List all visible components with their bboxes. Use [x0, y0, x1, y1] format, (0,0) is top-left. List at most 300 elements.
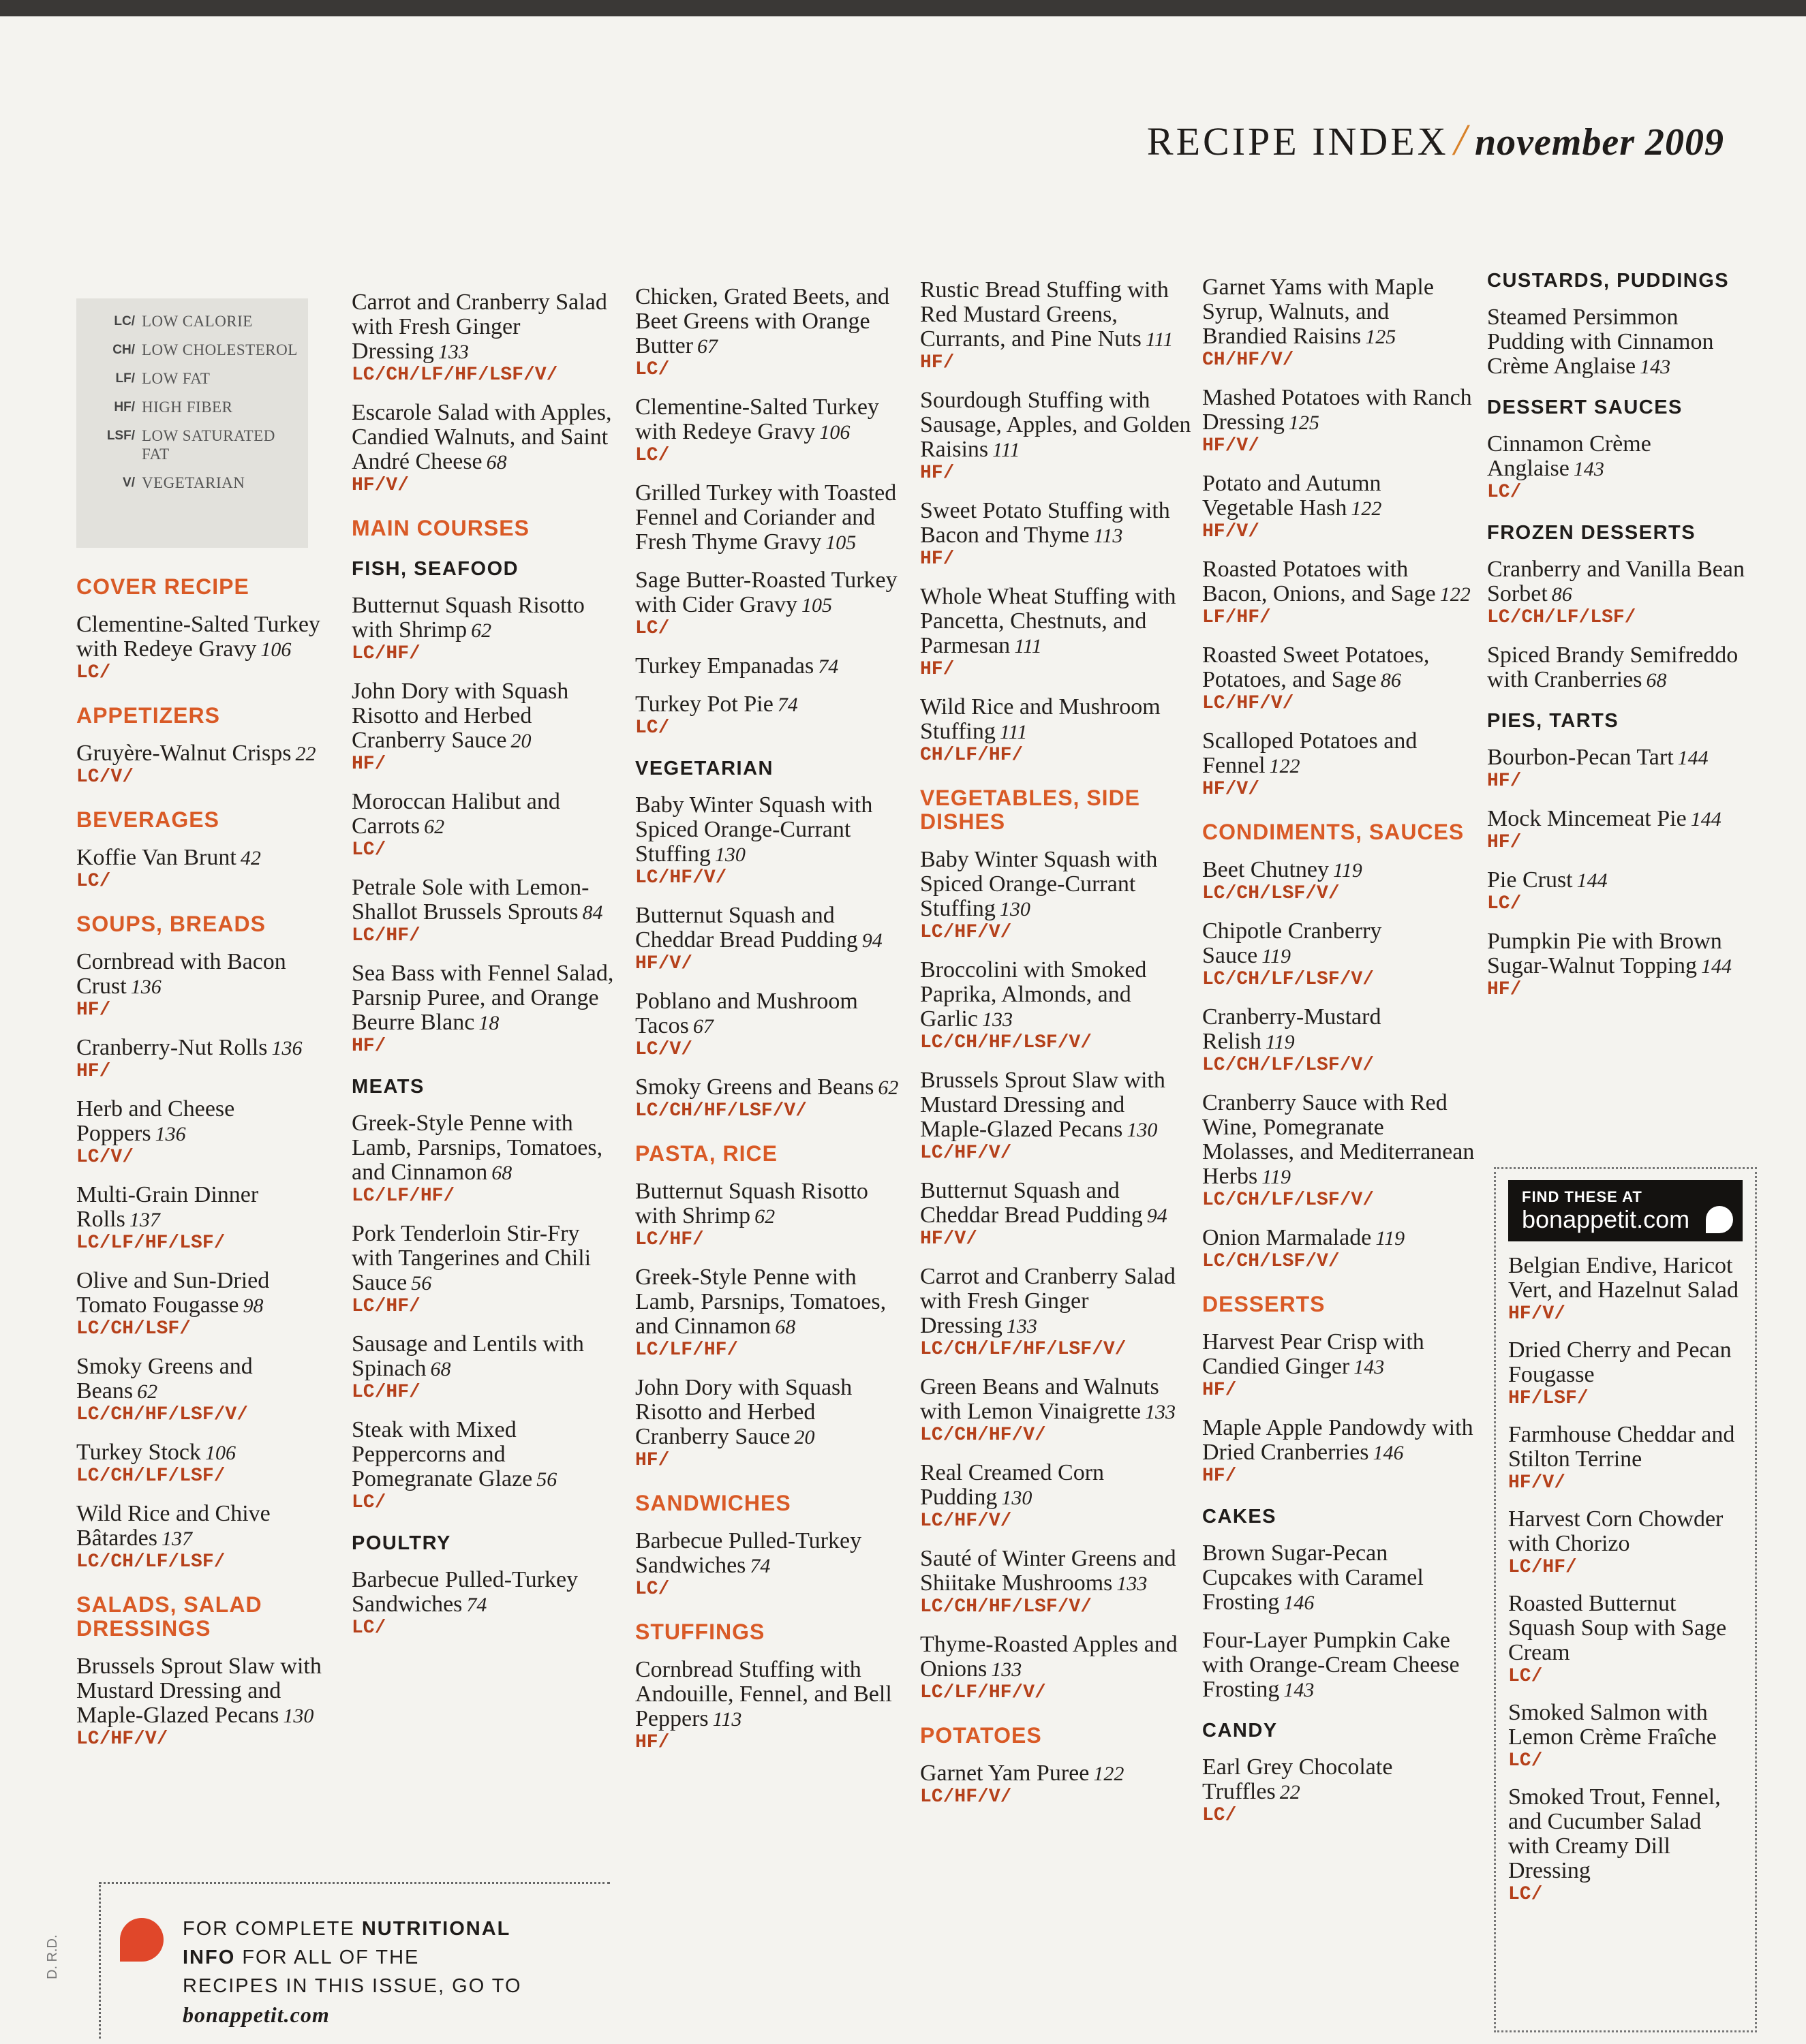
recipe-name: Garnet Yam Puree: [920, 1761, 1090, 1786]
recipe-name: Sausage and Lentils with Spinach: [352, 1331, 584, 1381]
recipe-name: Harvest Pear Crisp with Candied Ginger: [1202, 1329, 1424, 1379]
page-number: 136: [130, 976, 162, 998]
page-number: 130: [999, 898, 1030, 920]
recipe-name: Real Creamed Corn Pudding: [920, 1460, 1105, 1510]
recipe-name: Harvest Corn Chowder with Chorizo: [1508, 1506, 1724, 1556]
online-recipe-entry: [1508, 1423, 1743, 1495]
nutrition-bold-text: NUTRITIONAL: [361, 1918, 511, 1940]
nutrition-tags: LC/: [635, 1579, 670, 1600]
nutrition-tags: HF/: [76, 1061, 111, 1082]
recipe-entry: [76, 1097, 322, 1169]
recipe-entry: [76, 1269, 322, 1341]
page-top-edge: [0, 0, 1806, 16]
page-number: 106: [204, 1442, 236, 1464]
recipe-entry: [1202, 1005, 1475, 1077]
recipe-name: Wild Rice and Chive Bâtardes: [76, 1501, 271, 1551]
nutrition-tags: LC/: [1202, 1805, 1237, 1826]
recipe-name: Sage Butter-Roasted Turkey with Cider Gravy: [635, 568, 898, 617]
page-number: 62: [137, 1380, 158, 1403]
nutrition-tags: LC/CH/LF/LSF/V/: [1202, 1190, 1375, 1211]
recipe-entry: [76, 741, 322, 789]
recipe-entry: [1202, 557, 1475, 630]
page-number: 106: [819, 421, 851, 444]
index-title: RECIPE INDEX: [1146, 119, 1449, 164]
recipe-entry: [920, 1761, 1193, 1809]
recipe-name: Barbecue Pulled-Turkey Sandwiches: [635, 1528, 862, 1578]
section-heading: BEVERAGES: [76, 807, 219, 832]
recipe-entry: [920, 848, 1193, 944]
index-column-3: [635, 285, 908, 1754]
recipe-entry: [635, 1179, 908, 1252]
recipe-entry: [76, 613, 322, 685]
online-recipes-box: [1494, 1167, 1757, 2032]
nutrition-tags: HF/: [635, 1450, 670, 1471]
recipe-entry: [635, 989, 908, 1062]
recipe-entry: [76, 1502, 322, 1574]
recipe-name: Cinnamon Crème Anglaise: [1487, 431, 1651, 481]
recipe-entry: [1487, 807, 1760, 854]
recipe-entry: [920, 1068, 1193, 1165]
page-number: 22: [1279, 1781, 1300, 1803]
recipe-name: Roasted Sweet Potatoes, Potatoes, and Sage: [1202, 642, 1430, 692]
nutrition-tags: LC/HF/V/: [76, 1729, 168, 1750]
recipe-entry: [1202, 275, 1475, 372]
recipe-entry: [76, 1036, 322, 1083]
section-heading: COVER RECIPE: [76, 574, 249, 599]
recipe-name: Cranberry Sauce with Red Wine, Pomegranate Molasses, and Mediterranean Herbs: [1202, 1090, 1475, 1189]
page-number: 113: [712, 1708, 742, 1731]
recipe-name: Steak with Mixed Peppercorns and Pomegranate Glaze: [352, 1417, 533, 1491]
nutrition-tags: LC/V/: [76, 766, 134, 788]
recipe-name: Brown Sugar-Pecan Cupcakes with Caramel Frosting: [1202, 1540, 1424, 1615]
issue-month: november 2009: [1474, 121, 1724, 164]
recipe-name: Mashed Potatoes with Ranch Dressing: [1202, 385, 1472, 435]
recipe-entry: [1487, 305, 1760, 379]
page-number: 130: [1001, 1487, 1032, 1509]
nutrition-tags: LC/CH/LF/LSF/V/: [1202, 969, 1375, 990]
nutrition-tags: CH/HF/V/: [1202, 350, 1294, 371]
nutrition-tags: HF/: [352, 754, 386, 775]
recipe-entry: [1202, 919, 1475, 991]
recipe-name: Whole Wheat Stuffing with Pancetta, Chestnuts, and Parmesan: [920, 584, 1176, 658]
page-number: 84: [582, 901, 603, 924]
recipe-entry: [635, 481, 908, 555]
index-column-4: [920, 278, 1193, 1809]
online-header-small: FIND THESE AT: [1522, 1188, 1642, 1205]
page-number: 144: [1576, 869, 1608, 892]
recipe-name: Wild Rice and Mushroom Stuffing: [920, 694, 1161, 744]
nutrition-text: FOR COMPLETE: [183, 1918, 362, 1940]
nutrition-legend: [76, 298, 308, 548]
legend-row: [86, 312, 301, 330]
nutrition-tags: LC/: [352, 1492, 386, 1513]
online-recipe-entry: [1508, 1785, 1743, 1906]
recipe-name: Four-Layer Pumpkin Cake with Orange-Cream Cheese Frosting: [1202, 1628, 1460, 1702]
page-number: 133: [438, 341, 469, 363]
nutrition-tags: HF/: [920, 659, 955, 680]
recipe-name: Chipotle Cranberry Sauce: [1202, 918, 1382, 968]
recipe-name: Broccolini with Smoked Paprika, Almonds, and Garlic: [920, 957, 1147, 1032]
nutrition-tags: LC/CH/LSF/: [76, 1318, 192, 1340]
recipe-entry: [352, 876, 624, 948]
legend-row: [86, 427, 301, 463]
recipe-name: Smoked Trout, Fennel, and Cucumber Salad with Creamy Dill Dressing: [1508, 1784, 1721, 1883]
nutrition-tags: LC/: [635, 717, 670, 739]
nutrition-tags: HF/V/: [920, 1228, 978, 1250]
page-number: 143: [1573, 458, 1604, 480]
recipe-name: Steamed Persimmon Pudding with Cinnamon Crème Anglaise: [1487, 305, 1714, 379]
subsection-heading: FISH, SEAFOOD: [352, 558, 519, 580]
page-number: 68: [775, 1316, 796, 1338]
recipe-entry: [352, 1222, 624, 1318]
recipe-entry: [352, 790, 624, 862]
nutrition-tags: LC/CH/LF/LSF/: [1487, 607, 1636, 628]
recipe-name: Smoked Salmon with Lemon Crème Fraîche: [1508, 1700, 1717, 1750]
recipe-name: Escarole Salad with Apples, Candied Walnuts, and Saint André Cheese: [352, 400, 612, 474]
recipe-name: Sweet Potato Stuffing with Bacon and Thyme: [920, 498, 1170, 548]
recipe-name: Butternut Squash Risotto with Shrimp: [635, 1179, 868, 1228]
section-heading: POTATOES: [920, 1723, 1042, 1748]
page-number: 125: [1288, 412, 1319, 434]
recipe-name: Potato and Autumn Vegetable Hash: [1202, 471, 1381, 521]
page-number: 130: [714, 843, 746, 866]
page-header: [1147, 114, 1724, 166]
page-number: 68: [486, 451, 507, 474]
recipe-name: Roasted Butternut Squash Soup with Sage Cream: [1508, 1591, 1727, 1665]
recipe-name: Scalloped Potatoes and Fennel: [1202, 728, 1418, 778]
recipe-entry: [635, 285, 908, 382]
recipe-entry: [635, 1075, 908, 1123]
page-number: 105: [825, 531, 857, 554]
nutrition-tags: HF/V/: [1202, 435, 1260, 456]
page-number: 130: [283, 1705, 314, 1727]
recipe-name: Pie Crust: [1487, 867, 1573, 893]
recipe-name: Greek-Style Penne with Lamb, Parsnips, Tomatoes, and Cinnamon: [352, 1111, 603, 1185]
recipe-entry: [352, 593, 624, 666]
recipe-entry: [1202, 471, 1475, 544]
recipe-name: Smoky Greens and Beans: [635, 1074, 874, 1100]
nutrition-tags: HF/V/: [1508, 1303, 1566, 1325]
legend-code: LF/: [115, 371, 135, 386]
page-number: 119: [1333, 859, 1362, 882]
recipe-name: Green Beans and Walnuts with Lemon Vinaigrette: [920, 1374, 1159, 1424]
recipe-entry: [76, 1654, 322, 1751]
section-heading: SOUPS, BREADS: [76, 912, 266, 936]
nutrition-tags: LC/CH/LSF/V/: [1202, 883, 1340, 904]
nutrition-tags: HF/: [1487, 979, 1522, 1000]
nutrition-tags: HF/: [920, 352, 955, 373]
recipe-name: Gruyère-Walnut Crisps: [76, 741, 292, 766]
nutrition-tags: LC/: [1487, 482, 1522, 503]
page-number: 133: [1006, 1315, 1037, 1337]
recipe-entry: [76, 1354, 322, 1427]
page-number: 111: [992, 439, 1020, 461]
page-number: 62: [424, 816, 445, 838]
recipe-name: Farmhouse Cheddar and Stilton Terrine: [1508, 1422, 1735, 1472]
nutrition-tags: LC/LF/HF/LSF/: [76, 1233, 226, 1254]
recipe-name: Rustic Bread Stuffing with Red Mustard Greens, Currants, and Pine Nuts: [920, 277, 1169, 352]
recipe-name: Olive and Sun-Dried Tomato Fougasse: [76, 1268, 270, 1318]
page-number: 68: [430, 1358, 451, 1380]
subsection-heading: CUSTARDS, PUDDINGS: [1487, 270, 1730, 292]
nutrition-tags: HF/LSF/: [1508, 1388, 1589, 1409]
recipe-entry: [920, 585, 1193, 681]
page-number: 94: [861, 929, 883, 952]
recipe-entry: [352, 1332, 624, 1404]
recipe-name: Beet Chutney: [1202, 857, 1330, 882]
page-number: 56: [411, 1272, 432, 1295]
recipe-name: Onion Marmalade: [1202, 1225, 1372, 1250]
page-number: 136: [271, 1037, 303, 1059]
recipe-entry: [635, 1529, 908, 1601]
recipe-name: Earl Grey Chocolate Truffles: [1202, 1754, 1393, 1804]
recipe-name: Sauté of Winter Greens and Shiitake Mushrooms: [920, 1546, 1176, 1596]
recipe-entry: [1202, 1330, 1475, 1402]
page-number: 68: [1646, 669, 1667, 692]
subsection-heading: MEATS: [352, 1076, 425, 1098]
legend-label: LOW CALORIE: [142, 313, 253, 330]
recipe-name: Brussels Sprout Slaw with Mustard Dressing and Maple-Glazed Pecans: [76, 1654, 322, 1728]
page-number: 122: [1439, 583, 1471, 606]
recipe-entry: [1487, 557, 1760, 630]
nutrition-tags: LC/HF/V/: [635, 867, 727, 888]
page-number: 67: [692, 1015, 714, 1038]
nutrition-tags: HF/: [1202, 1380, 1237, 1401]
page-number: 146: [1283, 1592, 1315, 1614]
recipe-name: Baby Winter Squash with Spiced Orange-Currant Stuffing: [635, 792, 873, 867]
nutrition-url-link[interactable]: bonappetit.com: [183, 2002, 330, 2027]
recipe-entry: [635, 1658, 908, 1754]
recipe-entry: [352, 961, 624, 1058]
page-number: 144: [1690, 808, 1721, 831]
recipe-entry: [920, 1632, 1193, 1705]
recipe-entry: [920, 1375, 1193, 1447]
recipe-name: Smoky Greens and Beans: [76, 1354, 253, 1404]
nutrition-tags: LC/HF/V/: [920, 1143, 1012, 1164]
nutrition-tags: CH/LF/HF/: [920, 745, 1024, 766]
nutrition-tags: LC/: [1508, 1884, 1543, 1905]
recipe-entry: [920, 1461, 1193, 1533]
page-number: 62: [878, 1077, 899, 1099]
recipe-name: Turkey Empanadas: [635, 653, 814, 679]
recipe-name: Cranberry-Nut Rolls: [76, 1035, 268, 1060]
section-heading: SALADS, SALAD DRESSINGS: [76, 1592, 262, 1641]
recipe-entry: [635, 903, 908, 976]
recipe-name: Dried Cherry and Pecan Fougasse: [1508, 1337, 1732, 1387]
recipe-name: Spiced Brandy Semifreddo with Cranberries: [1487, 642, 1739, 692]
nutrition-tags: LC/HF/: [352, 1296, 420, 1317]
subsection-heading: POULTRY: [352, 1532, 451, 1554]
recipe-name: Greek-Style Penne with Lamb, Parsnips, Tomatoes, and Cinnamon: [635, 1265, 887, 1339]
page-number: 74: [777, 694, 798, 716]
nutrition-tags: LC/HF/V/: [920, 1786, 1012, 1808]
page-number: 143: [1283, 1679, 1315, 1701]
recipe-name: Petrale Sole with Lemon-Shallot Brussels Sprouts: [352, 875, 590, 925]
section-heading: SANDWICHES: [635, 1491, 791, 1515]
page-number: 137: [129, 1209, 160, 1231]
page-number: 146: [1373, 1442, 1404, 1464]
page-number: 105: [801, 594, 832, 617]
nutrition-tags: LC/HF/: [635, 1229, 704, 1250]
recipe-name: Baby Winter Squash with Spiced Orange-Currant Stuffing: [920, 847, 1158, 921]
subsection-heading: FROZEN DESSERTS: [1487, 522, 1696, 544]
recipe-name: Cornbread Stuffing with Andouille, Fennel, and Bell Peppers: [635, 1657, 892, 1731]
page-number: 74: [818, 655, 839, 678]
recipe-entry: [1487, 929, 1760, 1002]
nutrition-tags: HF/: [76, 1000, 111, 1021]
nutrition-tags: HF/V/: [635, 953, 693, 974]
nutrition-info-note: [99, 1882, 610, 2039]
recipe-name: Maple Apple Pandowdy with Dried Cranberries: [1202, 1415, 1473, 1465]
page-number: 133: [991, 1658, 1022, 1681]
legend-label: HIGH FIBER: [142, 399, 233, 416]
recipe-entry: [352, 1568, 624, 1640]
page-number: 74: [750, 1555, 771, 1577]
recipe-name: Butternut Squash Risotto with Shrimp: [352, 593, 585, 642]
nutrition-tags: LC/CH/HF/LSF/V/: [920, 1032, 1092, 1053]
recipe-entry: [635, 692, 908, 740]
nutrition-tags: HF/: [1487, 832, 1522, 853]
page-number: 111: [1014, 635, 1042, 657]
recipe-name: Chicken, Grated Beets, and Beet Greens with Orange Butter: [635, 284, 889, 358]
nutrition-tags: HF/: [1487, 771, 1522, 792]
recipe-entry: [1202, 1416, 1475, 1488]
recipe-entry: [1487, 868, 1760, 916]
recipe-entry: [635, 395, 908, 467]
recipe-entry: [635, 793, 908, 890]
recipe-name: Poblano and Mushroom Tacos: [635, 989, 858, 1038]
section-heading: VEGETABLES, SIDE DISHES: [920, 786, 1141, 834]
index-column-5: [1202, 275, 1475, 1827]
page-number: 20: [510, 730, 532, 752]
recipe-entry: [920, 499, 1193, 571]
page-number: 106: [260, 638, 292, 661]
recipe-name: Sourdough Stuffing with Sausage, Apples, and Golden Raisins: [920, 388, 1191, 462]
section-heading: DESSERTS: [1202, 1292, 1326, 1316]
nutrition-tags: HF/V/: [1202, 779, 1260, 800]
page-number: 122: [1093, 1763, 1124, 1785]
online-site-link[interactable]: bonappetit.com: [1522, 1205, 1690, 1233]
recipe-entry: [920, 958, 1193, 1055]
page-number: 94: [1146, 1205, 1167, 1227]
recipe-entry: [352, 679, 624, 776]
online-recipe-entry: [1508, 1254, 1743, 1326]
recipe-entry: [635, 568, 908, 640]
page-number: 18: [478, 1012, 500, 1034]
nutrition-tags: LC/LF/HF/: [635, 1340, 739, 1361]
legend-row: [86, 369, 301, 388]
legend-label: VEGETARIAN: [142, 474, 245, 491]
online-recipe-entry: [1508, 1338, 1743, 1410]
recipe-entry: [352, 1418, 624, 1515]
page-number: 62: [471, 619, 492, 642]
nutrition-line-1: [183, 1915, 610, 1943]
nutrition-tags: LC/: [1508, 1666, 1543, 1687]
nutrition-tags: HF/: [920, 463, 955, 484]
nutrition-tags: LC/HF/: [352, 1382, 420, 1403]
nutrition-tags: LC/LF/HF/: [352, 1186, 455, 1207]
nutrition-tags: LC/CH/HF/LSF/V/: [635, 1100, 808, 1121]
nutrition-tags: HF/: [352, 1036, 386, 1057]
nutrition-tags: LC/: [352, 1617, 386, 1639]
page-number: 119: [1261, 1166, 1291, 1188]
legend-code: LSF/: [106, 429, 135, 443]
nutrition-tags: LC/: [1487, 893, 1522, 914]
page-number: 86: [1380, 669, 1401, 692]
photo-credit: D. R.D.: [45, 1934, 60, 1979]
page-number: 86: [1551, 583, 1572, 606]
legend-label: LOW SATURATED FAT: [142, 427, 275, 463]
recipe-entry: [1202, 858, 1475, 905]
recipe-name: Garnet Yams with Maple Syrup, Walnuts, and Brandied Raisins: [1202, 275, 1434, 349]
header-slash: /: [1454, 115, 1469, 165]
legend-row: [86, 474, 301, 492]
page-number: 122: [1351, 497, 1382, 520]
recipe-name: Cranberry and Vanilla Bean Sorbet: [1487, 557, 1745, 606]
recipe-name: Cranberry-Mustard Relish: [1202, 1004, 1381, 1054]
page-number: 42: [240, 847, 261, 869]
subsection-heading: PIES, TARTS: [1487, 710, 1619, 732]
recipe-name: Clementine-Salted Turkey with Redeye Gravy: [635, 394, 879, 444]
subsection-heading: VEGETARIAN: [635, 758, 774, 779]
nutrition-tags: LC/CH/LF/LSF/: [76, 1466, 226, 1487]
nutrition-tags: LC/HF/V/: [920, 1511, 1012, 1532]
legend-code: CH/: [112, 343, 135, 357]
nutrition-line-3: RECIPES IN THIS ISSUE, GO TO: [183, 1975, 522, 1997]
index-column-2: [352, 290, 624, 1640]
recipe-entry: [920, 1179, 1193, 1251]
recipe-name: Clementine-Salted Turkey with Redeye Gravy: [76, 612, 320, 662]
section-heading: APPETIZERS: [76, 703, 220, 728]
nutrition-tags: HF/V/: [1202, 521, 1260, 542]
page-number: 98: [243, 1295, 264, 1317]
page-number: 143: [1640, 356, 1671, 378]
page-number: 67: [697, 335, 718, 358]
recipe-name: Butternut Squash and Cheddar Bread Pudding: [635, 903, 858, 953]
recipe-name: John Dory with Squash Risotto and Herbed Cranberry Sauce: [352, 679, 569, 753]
nutrition-tags: LC/CH/LSF/V/: [1202, 1251, 1340, 1272]
nutrition-tags: LC/: [635, 445, 670, 466]
nutrition-tags: LC/CH/HF/LSF/V/: [76, 1404, 249, 1425]
nutrition-tags: LC/HF/: [352, 925, 420, 946]
nutrition-line-2: [183, 1943, 610, 1972]
recipe-entry: [635, 654, 908, 679]
page-number: 56: [536, 1468, 557, 1491]
recipe-entry: [1202, 386, 1475, 458]
legend-label: LOW FAT: [142, 370, 211, 387]
recipe-entry: [920, 1547, 1193, 1619]
recipe-name: Turkey Stock: [76, 1440, 201, 1465]
online-recipe-entry: [1508, 1592, 1743, 1688]
recipe-entry: [1487, 745, 1760, 793]
page-number: 113: [1093, 525, 1123, 547]
section-heading: CONDIMENTS, SAUCES: [1202, 820, 1465, 844]
recipe-entry: [76, 950, 322, 1022]
nutrition-tags: LC/CH/LF/HF/LSF/V/: [352, 365, 558, 386]
nutrition-tags: LC/HF/: [352, 643, 420, 664]
recipe-entry: [1202, 643, 1475, 715]
page-number: 133: [1116, 1573, 1148, 1595]
recipe-entry: [1202, 1091, 1475, 1212]
subsection-heading: CANDY: [1202, 1720, 1278, 1741]
online-recipe-entry: [1508, 1701, 1743, 1773]
page-number: 144: [1677, 747, 1709, 769]
online-header: [1508, 1180, 1743, 1241]
legend-code: LC/: [114, 314, 135, 328]
recipe-name: Pork Tenderloin Stir-Fry with Tangerines and Chili Sauce: [352, 1221, 592, 1295]
section-heading: PASTA, RICE: [635, 1141, 778, 1166]
recipe-name: Bourbon-Pecan Tart: [1487, 745, 1674, 770]
